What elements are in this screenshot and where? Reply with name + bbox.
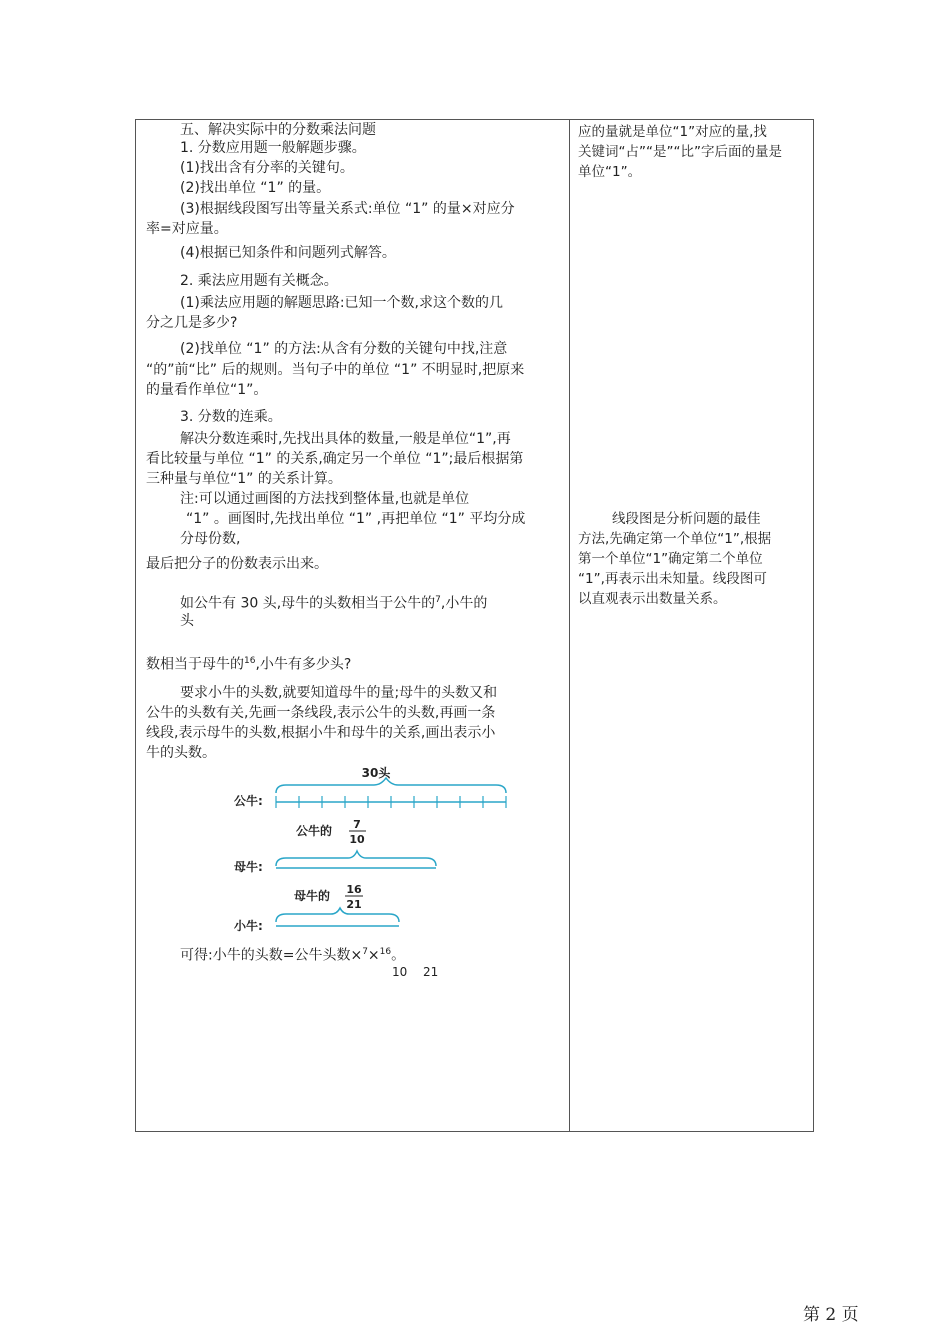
note-line: 以直观表示出数量关系。 (578, 591, 727, 607)
cow-of-label: 母牛的 (294, 889, 331, 903)
calf-label: 小牛: (234, 919, 263, 933)
result-denominator: 21 (423, 965, 439, 979)
text-line: (1)找出含有分率的关键句。 (180, 160, 354, 176)
column-divider (569, 120, 570, 1131)
cow-label: 母牛: (234, 860, 263, 874)
text-line: “1” 。画图时,先找出单位 “1” ,再把单位 “1” 平均分成 (186, 511, 526, 527)
page-number: 第 2 页 (803, 1305, 859, 1325)
note-line: 关键词“占”“是”“比”字后面的量是 (578, 144, 782, 160)
content-table (135, 119, 814, 1132)
text-line: 要求小牛的头数,就要知道母牛的量;母牛的头数又和 (180, 685, 498, 701)
text-line: (2)找出单位 “1” 的量。 (180, 180, 331, 196)
fraction1-denominator: 10 (349, 833, 365, 846)
result-denominator: 10 (392, 965, 408, 979)
text-line: 3. 分数的连乘。 (180, 409, 282, 425)
total-brace (276, 778, 506, 793)
text-line: 率=对应量。 (146, 221, 228, 237)
text-line: (3)根据线段图写出等量关系式:单位 “1” 的量×对应分 (180, 201, 515, 217)
text-line: 分母份数, (180, 531, 241, 547)
fraction-numerator: 16 (244, 656, 256, 666)
fraction1-numerator: 7 (353, 818, 361, 831)
text-line: 的量看作单位“1”。 (146, 382, 268, 398)
text-line: 2. 乘法应用题有关概念。 (180, 273, 338, 289)
fraction2-denominator: 21 (346, 898, 362, 911)
bull-label: 公牛: (234, 794, 263, 808)
example-line: 数相当于母牛的$^{16}$,小牛有多少头? (146, 656, 352, 673)
text-line: 线段,表示母牛的头数,根据小牛和母牛的关系,画出表示小 (146, 725, 496, 741)
section-heading: 五、解决实际中的分数乘法问题 (180, 122, 376, 138)
text-line: 牛的头数。 (146, 745, 216, 761)
text-line: “的”前“比” 后的规则。当句子中的单位 “1” 不明显时,把原来 (146, 362, 525, 378)
note-line: 线段图是分析问题的最佳 (612, 511, 761, 527)
text-line: 分之几是多少? (146, 315, 238, 331)
text-line: 解决分数连乘时,先找出具体的数量,一般是单位“1”,再 (180, 431, 511, 447)
cow-brace (276, 851, 436, 866)
note-line: 单位“1”。 (578, 164, 642, 180)
note-line: 第一个单位“1”确定第二个单位 (578, 551, 763, 567)
text-line: 三种量与单位“1” 的关系计算。 (146, 471, 342, 487)
note-line: “1”,再表示出未知量。线段图可 (578, 571, 767, 587)
bull-of-label: 公牛的 (296, 824, 333, 838)
example-line: 如公牛有 30 头,母牛的头数相当于公牛的$^7$,小牛的 (180, 595, 488, 612)
fraction-numerator: 7 (435, 595, 441, 605)
calf-brace (276, 908, 399, 922)
text-line: 公牛的头数有关,先画一条线段,表示公牛的头数,再画一条 (146, 705, 496, 721)
text-line: 注:可以通过画图的方法找到整体量,也就是单位 (180, 491, 470, 507)
result-formula: 可得:小牛的头数=公牛头数×$^7$×$^{16}$。 (180, 947, 406, 964)
text-line: 头 (180, 613, 194, 629)
text-line: (4)根据已知条件和问题列式解答。 (180, 245, 396, 261)
text-line: 1. 分数应用题一般解题步骤。 (180, 140, 366, 156)
note-line: 方法,先确定第一个单位“1”,根据 (578, 531, 772, 547)
total-label: 30头 (361, 766, 391, 780)
text-line: 看比较量与单位 “1” 的关系,确定另一个单位 “1”;最后根据第 (146, 451, 524, 467)
line-segment-diagram (226, 758, 526, 933)
text-line: (1)乘法应用题的解题思路:已知一个数,求这个数的几 (180, 295, 503, 311)
text-line: (2)找单位 “1” 的方法:从含有分数的关键句中找,注意 (180, 341, 508, 357)
note-line: 应的量就是单位“1”对应的量,找 (578, 124, 767, 140)
text-line: 最后把分子的份数表示出来。 (146, 556, 328, 572)
diagram-svg (226, 758, 526, 948)
fraction2-numerator: 16 (346, 883, 362, 896)
